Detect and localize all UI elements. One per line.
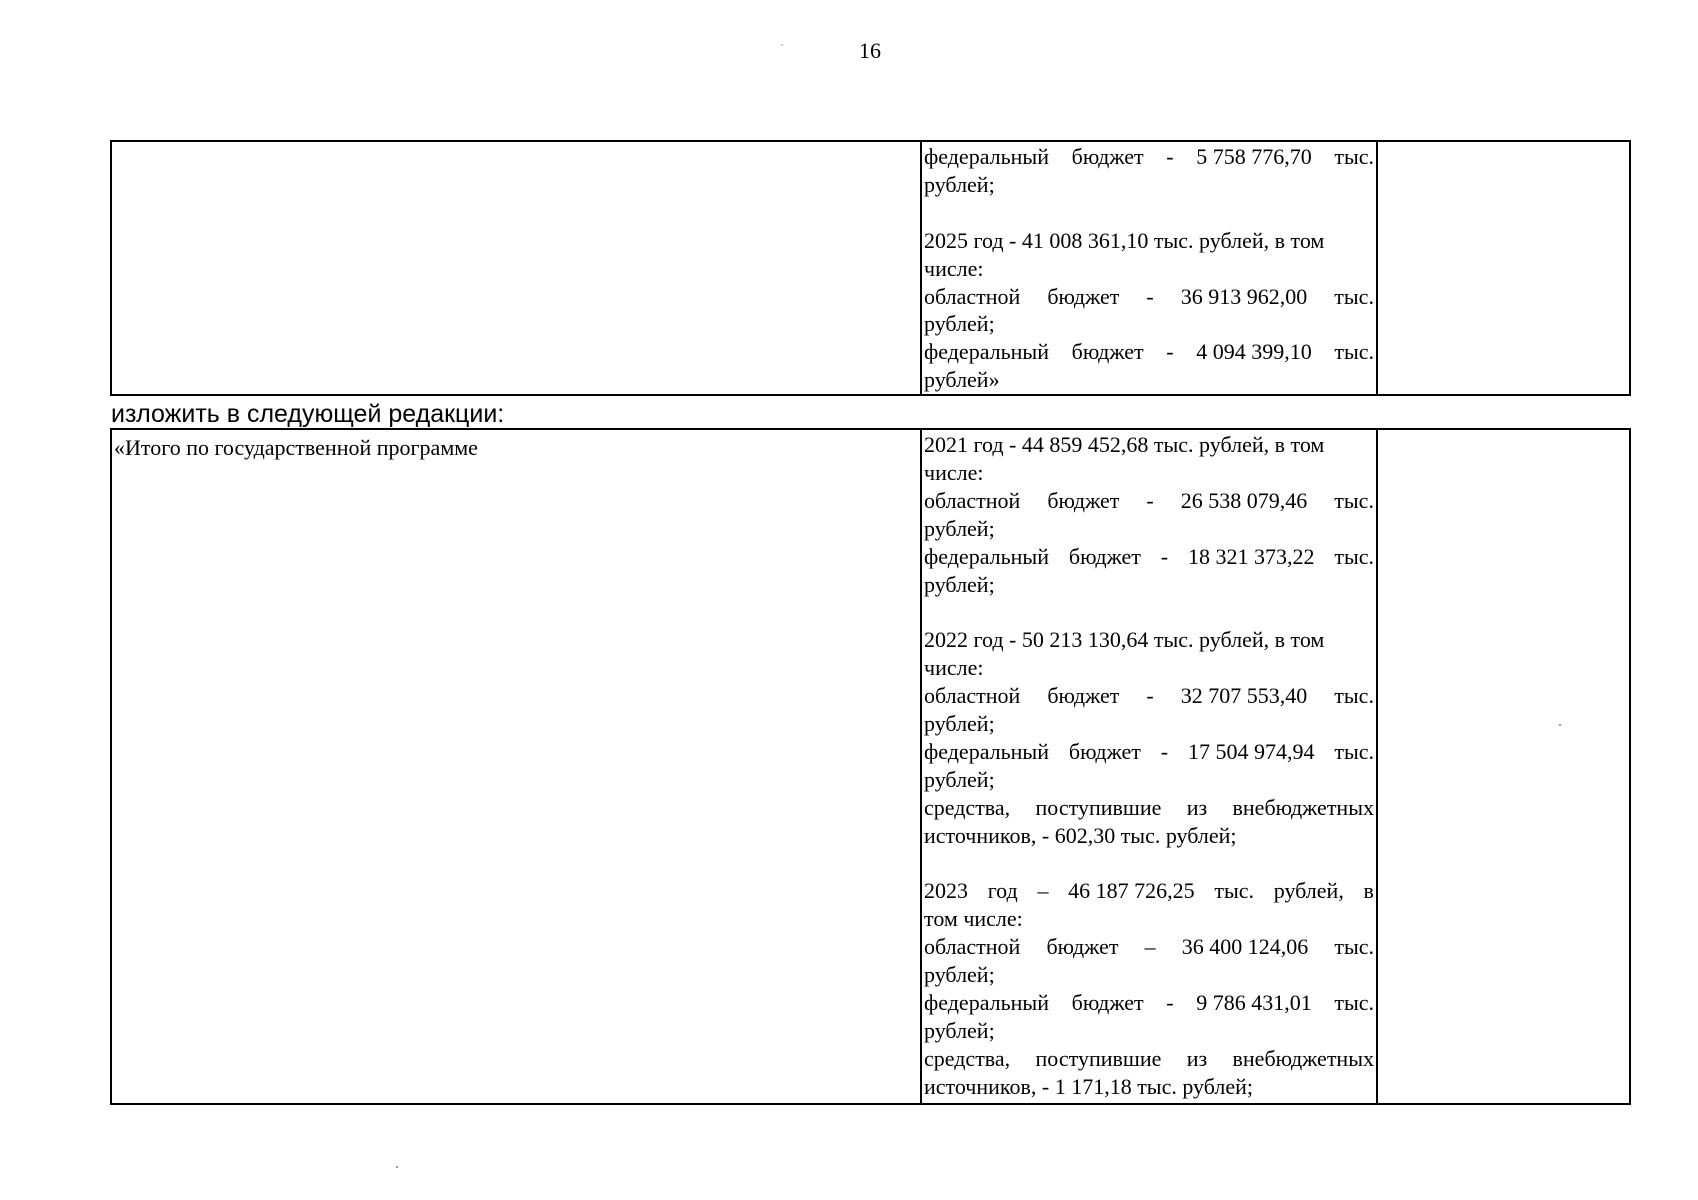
justified-line (924, 877, 1374, 905)
word: тыс. (1334, 144, 1374, 169)
text-line: 2022 год - 50 213 130,64 тыс. рублей, в том (924, 627, 1325, 653)
word: областной (924, 487, 1021, 513)
word: - (1160, 543, 1169, 569)
justified-line (924, 543, 1374, 571)
empty-cell (1377, 429, 1630, 1104)
program-name-cell (111, 141, 921, 395)
text-line: рублей; (924, 962, 995, 988)
word: тыс. (1334, 934, 1374, 960)
word: бюджет (1047, 283, 1120, 309)
funding-cell (921, 141, 1377, 395)
text-line: рублей; (924, 171, 995, 197)
word: 32 707 553,40 (1180, 683, 1308, 709)
scan-speck (1559, 724, 1561, 726)
word: 36 400 124,06 (1181, 934, 1309, 960)
scan-speck (396, 1166, 398, 1168)
word: из (1186, 794, 1208, 820)
blank-line (924, 850, 1374, 878)
blank-line (924, 598, 1374, 626)
text-line: числе: (924, 655, 984, 681)
blank-line (924, 199, 1374, 227)
word: - (1146, 487, 1154, 513)
text-line: источников, - 1 171,18 тыс. рублей; (924, 1073, 1254, 1099)
word: 2023 (924, 878, 968, 904)
word: средства, (924, 1045, 1011, 1071)
empty-cell (1377, 141, 1630, 395)
word: – (1144, 934, 1156, 960)
word: бюджет (1071, 144, 1144, 169)
justified-line (924, 738, 1374, 766)
word: - (1166, 339, 1174, 365)
word: бюджет (1046, 934, 1119, 960)
word: средства, (924, 794, 1011, 820)
word: бюджет (1047, 487, 1120, 513)
text-line: числе: (924, 255, 984, 281)
word: - (1146, 283, 1154, 309)
word: бюджет (1071, 339, 1144, 365)
word: - (1160, 738, 1169, 764)
justified-line (924, 682, 1374, 710)
word: 4 094 399,10 (1196, 339, 1312, 365)
word: - (1166, 144, 1174, 169)
text-line: рублей» (924, 367, 1000, 393)
funding-text (922, 430, 1376, 1101)
text-line: рублей; (924, 571, 995, 597)
page-number: 16 (859, 38, 881, 63)
word: 36 913 962,00 (1180, 283, 1308, 309)
justified-line (924, 989, 1374, 1017)
word: поступившие (1035, 794, 1162, 820)
program-name-cell (111, 429, 921, 1104)
word: в (1363, 878, 1374, 904)
program-total-label: «Итого по государственной программе (114, 435, 478, 460)
text-line: рублей; (924, 1018, 995, 1043)
word: бюджет (1047, 683, 1120, 709)
word: тыс. (1334, 339, 1374, 365)
justified-line (924, 283, 1374, 311)
word: поступившие (1035, 1045, 1162, 1071)
table-row (111, 429, 1630, 1104)
justified-line (924, 338, 1374, 366)
justified-line (924, 1045, 1374, 1073)
word: федеральный (924, 543, 1049, 569)
word: из (1186, 1045, 1208, 1071)
word: – (1037, 878, 1049, 904)
table-row (111, 141, 1630, 395)
funding-text (922, 142, 1376, 394)
word: бюджет (1068, 738, 1141, 764)
word: бюджет (1068, 543, 1141, 569)
word: тыс. (1334, 283, 1374, 309)
word: областной (924, 934, 1021, 960)
word: федеральный (924, 339, 1049, 365)
word: рублей, (1273, 878, 1344, 904)
word: тыс. (1334, 543, 1374, 569)
justified-line (924, 487, 1374, 515)
text-line: 2025 год - 41 008 361,10 тыс. рублей, в том (924, 227, 1325, 253)
text-line: числе: (924, 459, 984, 485)
word: 46 187 726,25 (1068, 878, 1195, 904)
word: тыс. (1334, 990, 1374, 1016)
word: тыс. (1214, 878, 1255, 904)
word: 9 786 431,01 (1196, 990, 1312, 1016)
word: - (1166, 990, 1174, 1016)
text-line: рублей; (924, 711, 995, 737)
text-line: рублей; (924, 311, 995, 337)
word: областной (924, 683, 1021, 709)
text-line: рублей; (924, 515, 995, 541)
instruction-text: изложить в следующей редакции: (111, 400, 505, 428)
text-line: том числе: (924, 906, 1023, 932)
word: федеральный (924, 144, 1049, 169)
word: федеральный (924, 738, 1049, 764)
justified-line (924, 143, 1374, 171)
scan-speck (781, 44, 783, 46)
funding-cell (921, 429, 1377, 1104)
text-line: рублей; (924, 766, 995, 792)
word: внебюджетных (1232, 1045, 1374, 1071)
word: бюджет (1071, 990, 1144, 1016)
word: 17 504 974,94 (1187, 738, 1315, 764)
word: - (1146, 683, 1154, 709)
word: областной (924, 283, 1021, 309)
budget-table-old (110, 140, 1631, 396)
word: 5 758 776,70 (1196, 144, 1312, 169)
justified-line (924, 794, 1374, 822)
justified-line (924, 933, 1374, 961)
word: 18 321 373,22 (1187, 543, 1315, 569)
word: федеральный (924, 990, 1049, 1016)
word: тыс. (1334, 683, 1374, 709)
word: тыс. (1334, 738, 1374, 764)
word: внебюджетных (1232, 794, 1374, 820)
word: тыс. (1334, 487, 1374, 513)
word: год (987, 878, 1018, 904)
text-line: источников, - 602,30 тыс. рублей; (924, 822, 1237, 848)
word: 26 538 079,46 (1180, 487, 1308, 513)
budget-table-new (110, 428, 1631, 1105)
text-line: 2021 год - 44 859 452,68 тыс. рублей, в том (924, 432, 1325, 457)
